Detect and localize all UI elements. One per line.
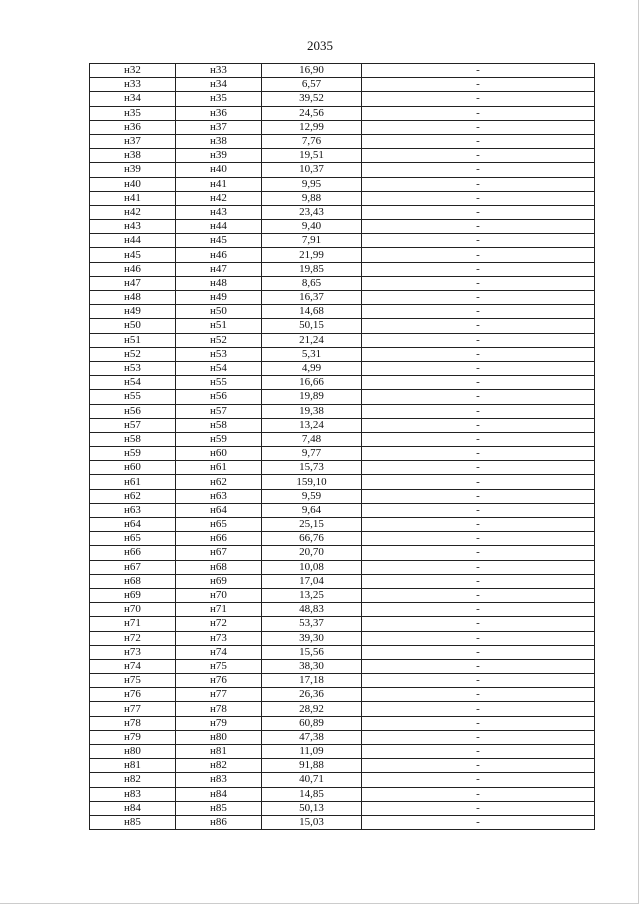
table-row [90, 149, 595, 163]
from-point-cell: н68 [90, 574, 176, 588]
table-row [90, 276, 595, 290]
distance-cell: 11,09 [262, 745, 362, 759]
note-cell: - [362, 787, 595, 801]
table-row [90, 815, 595, 829]
from-point-cell: н55 [90, 390, 176, 404]
from-point-cell: н59 [90, 447, 176, 461]
note-cell: - [362, 730, 595, 744]
to-point-cell: н46 [176, 248, 262, 262]
table-row [90, 461, 595, 475]
to-point-cell: н38 [176, 134, 262, 148]
to-point-cell: н83 [176, 773, 262, 787]
note-cell: - [362, 702, 595, 716]
table-row [90, 291, 595, 305]
to-point-cell: н52 [176, 333, 262, 347]
distance-cell: 16,66 [262, 376, 362, 390]
from-point-cell: н33 [90, 78, 176, 92]
table-row [90, 716, 595, 730]
note-cell: - [362, 220, 595, 234]
to-point-cell: н74 [176, 645, 262, 659]
table-row [90, 617, 595, 631]
distance-cell: 7,48 [262, 432, 362, 446]
from-point-cell: н64 [90, 518, 176, 532]
to-point-cell: н47 [176, 262, 262, 276]
distance-cell: 21,24 [262, 333, 362, 347]
to-point-cell: н40 [176, 163, 262, 177]
from-point-cell: н35 [90, 106, 176, 120]
note-cell: - [362, 191, 595, 205]
note-cell: - [362, 134, 595, 148]
from-point-cell: н56 [90, 404, 176, 418]
to-point-cell: н76 [176, 674, 262, 688]
note-cell: - [362, 291, 595, 305]
note-cell: - [362, 319, 595, 333]
note-cell: - [362, 149, 595, 163]
note-cell: - [362, 645, 595, 659]
from-point-cell: н60 [90, 461, 176, 475]
distance-cell: 10,08 [262, 560, 362, 574]
table-row [90, 347, 595, 361]
note-cell: - [362, 404, 595, 418]
note-cell: - [362, 205, 595, 219]
from-point-cell: н34 [90, 92, 176, 106]
from-point-cell: н72 [90, 631, 176, 645]
from-point-cell: н36 [90, 120, 176, 134]
from-point-cell: н45 [90, 248, 176, 262]
distance-cell: 13,25 [262, 588, 362, 602]
from-point-cell: н49 [90, 305, 176, 319]
distance-cell: 15,73 [262, 461, 362, 475]
to-point-cell: н39 [176, 149, 262, 163]
note-cell: - [362, 716, 595, 730]
distance-cell: 23,43 [262, 205, 362, 219]
from-point-cell: н48 [90, 291, 176, 305]
from-point-cell: н37 [90, 134, 176, 148]
table-row [90, 106, 595, 120]
to-point-cell: н33 [176, 64, 262, 78]
note-cell: - [362, 418, 595, 432]
from-point-cell: н77 [90, 702, 176, 716]
from-point-cell: н74 [90, 659, 176, 673]
table-row [90, 560, 595, 574]
to-point-cell: н82 [176, 759, 262, 773]
table-row [90, 333, 595, 347]
from-point-cell: н50 [90, 319, 176, 333]
to-point-cell: н77 [176, 688, 262, 702]
table-row [90, 234, 595, 248]
to-point-cell: н81 [176, 745, 262, 759]
distance-cell: 8,65 [262, 276, 362, 290]
from-point-cell: н41 [90, 191, 176, 205]
note-cell: - [362, 617, 595, 631]
from-point-cell: н53 [90, 361, 176, 375]
note-cell: - [362, 518, 595, 532]
table-row [90, 801, 595, 815]
note-cell: - [362, 333, 595, 347]
from-point-cell: н66 [90, 546, 176, 560]
to-point-cell: н42 [176, 191, 262, 205]
to-point-cell: н79 [176, 716, 262, 730]
from-point-cell: н52 [90, 347, 176, 361]
distance-cell: 15,56 [262, 645, 362, 659]
from-point-cell: н46 [90, 262, 176, 276]
note-cell: - [362, 532, 595, 546]
note-cell: - [362, 120, 595, 134]
from-point-cell: н58 [90, 432, 176, 446]
from-point-cell: н69 [90, 588, 176, 602]
from-point-cell: н44 [90, 234, 176, 248]
distance-cell: 9,77 [262, 447, 362, 461]
note-cell: - [362, 461, 595, 475]
distance-cell: 47,38 [262, 730, 362, 744]
table-row [90, 163, 595, 177]
to-point-cell: н86 [176, 815, 262, 829]
to-point-cell: н44 [176, 220, 262, 234]
table-row [90, 645, 595, 659]
note-cell: - [362, 447, 595, 461]
to-point-cell: н85 [176, 801, 262, 815]
distance-cell: 24,56 [262, 106, 362, 120]
boundary-points-table [89, 63, 595, 830]
table-row [90, 205, 595, 219]
from-point-cell: н76 [90, 688, 176, 702]
note-cell: - [362, 674, 595, 688]
to-point-cell: н48 [176, 276, 262, 290]
to-point-cell: н67 [176, 546, 262, 560]
to-point-cell: н78 [176, 702, 262, 716]
distance-cell: 60,89 [262, 716, 362, 730]
distance-cell: 16,90 [262, 64, 362, 78]
to-point-cell: н50 [176, 305, 262, 319]
distance-cell: 14,85 [262, 787, 362, 801]
to-point-cell: н58 [176, 418, 262, 432]
distance-cell: 4,99 [262, 361, 362, 375]
from-point-cell: н62 [90, 489, 176, 503]
table-row [90, 390, 595, 404]
from-point-cell: н78 [90, 716, 176, 730]
distance-cell: 91,88 [262, 759, 362, 773]
to-point-cell: н62 [176, 475, 262, 489]
note-cell: - [362, 588, 595, 602]
distance-cell: 66,76 [262, 532, 362, 546]
to-point-cell: н71 [176, 603, 262, 617]
table-row [90, 305, 595, 319]
from-point-cell: н83 [90, 787, 176, 801]
table-row [90, 532, 595, 546]
to-point-cell: н75 [176, 659, 262, 673]
from-point-cell: н43 [90, 220, 176, 234]
to-point-cell: н69 [176, 574, 262, 588]
note-cell: - [362, 546, 595, 560]
to-point-cell: н80 [176, 730, 262, 744]
from-point-cell: н54 [90, 376, 176, 390]
note-cell: - [362, 489, 595, 503]
to-point-cell: н65 [176, 518, 262, 532]
distance-cell: 17,04 [262, 574, 362, 588]
distance-cell: 9,95 [262, 177, 362, 191]
distance-cell: 48,83 [262, 603, 362, 617]
note-cell: - [362, 659, 595, 673]
note-cell: - [362, 560, 595, 574]
distance-cell: 50,13 [262, 801, 362, 815]
to-point-cell: н45 [176, 234, 262, 248]
from-point-cell: н85 [90, 815, 176, 829]
note-cell: - [362, 603, 595, 617]
note-cell: - [362, 432, 595, 446]
note-cell: - [362, 347, 595, 361]
note-cell: - [362, 248, 595, 262]
distance-cell: 5,31 [262, 347, 362, 361]
table-row [90, 319, 595, 333]
distance-cell: 19,85 [262, 262, 362, 276]
from-point-cell: н57 [90, 418, 176, 432]
from-point-cell: н84 [90, 801, 176, 815]
page-number: 2035 [307, 38, 333, 53]
note-cell: - [362, 475, 595, 489]
to-point-cell: н72 [176, 617, 262, 631]
table-body [90, 64, 595, 830]
table-row [90, 177, 595, 191]
from-point-cell: н61 [90, 475, 176, 489]
distance-cell: 28,92 [262, 702, 362, 716]
to-point-cell: н54 [176, 361, 262, 375]
distance-cell: 15,03 [262, 815, 362, 829]
distance-cell: 9,59 [262, 489, 362, 503]
table-row [90, 588, 595, 602]
from-point-cell: н38 [90, 149, 176, 163]
note-cell: - [362, 815, 595, 829]
distance-cell: 6,57 [262, 78, 362, 92]
from-point-cell: н42 [90, 205, 176, 219]
to-point-cell: н55 [176, 376, 262, 390]
from-point-cell: н70 [90, 603, 176, 617]
table-row [90, 674, 595, 688]
distance-cell: 19,38 [262, 404, 362, 418]
note-cell: - [362, 177, 595, 191]
table-row [90, 787, 595, 801]
note-cell: - [362, 376, 595, 390]
to-point-cell: н49 [176, 291, 262, 305]
to-point-cell: н35 [176, 92, 262, 106]
note-cell: - [362, 574, 595, 588]
to-point-cell: н34 [176, 78, 262, 92]
table-row [90, 631, 595, 645]
note-cell: - [362, 305, 595, 319]
from-point-cell: н65 [90, 532, 176, 546]
table-row [90, 503, 595, 517]
distance-cell: 9,40 [262, 220, 362, 234]
note-cell: - [362, 64, 595, 78]
distance-cell: 40,71 [262, 773, 362, 787]
table-row [90, 730, 595, 744]
from-point-cell: н40 [90, 177, 176, 191]
table-row [90, 773, 595, 787]
table-row [90, 702, 595, 716]
table-row [90, 745, 595, 759]
to-point-cell: н53 [176, 347, 262, 361]
note-cell: - [362, 276, 595, 290]
distance-cell: 38,30 [262, 659, 362, 673]
note-cell: - [362, 92, 595, 106]
to-point-cell: н70 [176, 588, 262, 602]
table-row [90, 432, 595, 446]
distance-cell: 19,89 [262, 390, 362, 404]
to-point-cell: н37 [176, 120, 262, 134]
note-cell: - [362, 745, 595, 759]
distance-cell: 16,37 [262, 291, 362, 305]
table-row [90, 447, 595, 461]
distance-cell: 25,15 [262, 518, 362, 532]
from-point-cell: н67 [90, 560, 176, 574]
note-cell: - [362, 759, 595, 773]
distance-cell: 9,64 [262, 503, 362, 517]
from-point-cell: н39 [90, 163, 176, 177]
to-point-cell: н84 [176, 787, 262, 801]
distance-cell: 26,36 [262, 688, 362, 702]
distance-cell: 12,99 [262, 120, 362, 134]
distance-cell: 7,91 [262, 234, 362, 248]
table-row [90, 546, 595, 560]
distance-cell: 50,15 [262, 319, 362, 333]
table-row [90, 603, 595, 617]
table-row [90, 220, 595, 234]
to-point-cell: н41 [176, 177, 262, 191]
note-cell: - [362, 801, 595, 815]
table-row [90, 120, 595, 134]
distance-cell: 14,68 [262, 305, 362, 319]
note-cell: - [362, 631, 595, 645]
to-point-cell: н60 [176, 447, 262, 461]
distance-cell: 20,70 [262, 546, 362, 560]
table-row [90, 248, 595, 262]
table-row [90, 475, 595, 489]
distance-cell: 39,52 [262, 92, 362, 106]
distance-cell: 19,51 [262, 149, 362, 163]
note-cell: - [362, 262, 595, 276]
distance-cell: 159,10 [262, 475, 362, 489]
from-point-cell: н80 [90, 745, 176, 759]
from-point-cell: н73 [90, 645, 176, 659]
table-row [90, 262, 595, 276]
table-row [90, 191, 595, 205]
distance-cell: 9,88 [262, 191, 362, 205]
table-row [90, 518, 595, 532]
table-row [90, 688, 595, 702]
distance-cell: 39,30 [262, 631, 362, 645]
table-row [90, 92, 595, 106]
table-row [90, 404, 595, 418]
table-row [90, 134, 595, 148]
note-cell: - [362, 78, 595, 92]
distance-cell: 17,18 [262, 674, 362, 688]
from-point-cell: н82 [90, 773, 176, 787]
note-cell: - [362, 163, 595, 177]
from-point-cell: н63 [90, 503, 176, 517]
table-row [90, 64, 595, 78]
to-point-cell: н73 [176, 631, 262, 645]
distance-cell: 53,37 [262, 617, 362, 631]
to-point-cell: н61 [176, 461, 262, 475]
table-row [90, 659, 595, 673]
from-point-cell: н75 [90, 674, 176, 688]
to-point-cell: н57 [176, 404, 262, 418]
to-point-cell: н51 [176, 319, 262, 333]
distance-cell: 10,37 [262, 163, 362, 177]
from-point-cell: н81 [90, 759, 176, 773]
from-point-cell: н51 [90, 333, 176, 347]
to-point-cell: н66 [176, 532, 262, 546]
distance-cell: 13,24 [262, 418, 362, 432]
note-cell: - [362, 773, 595, 787]
distance-cell: 21,99 [262, 248, 362, 262]
table-row [90, 489, 595, 503]
from-point-cell: н79 [90, 730, 176, 744]
note-cell: - [362, 390, 595, 404]
to-point-cell: н56 [176, 390, 262, 404]
distance-cell: 7,76 [262, 134, 362, 148]
note-cell: - [362, 503, 595, 517]
to-point-cell: н68 [176, 560, 262, 574]
table-row [90, 574, 595, 588]
from-point-cell: н71 [90, 617, 176, 631]
table-row [90, 759, 595, 773]
table-row [90, 361, 595, 375]
note-cell: - [362, 234, 595, 248]
table-row [90, 78, 595, 92]
note-cell: - [362, 688, 595, 702]
note-cell: - [362, 106, 595, 120]
to-point-cell: н63 [176, 489, 262, 503]
table-row [90, 418, 595, 432]
to-point-cell: н64 [176, 503, 262, 517]
to-point-cell: н36 [176, 106, 262, 120]
to-point-cell: н43 [176, 205, 262, 219]
from-point-cell: н32 [90, 64, 176, 78]
table-row [90, 376, 595, 390]
note-cell: - [362, 361, 595, 375]
to-point-cell: н59 [176, 432, 262, 446]
from-point-cell: н47 [90, 276, 176, 290]
